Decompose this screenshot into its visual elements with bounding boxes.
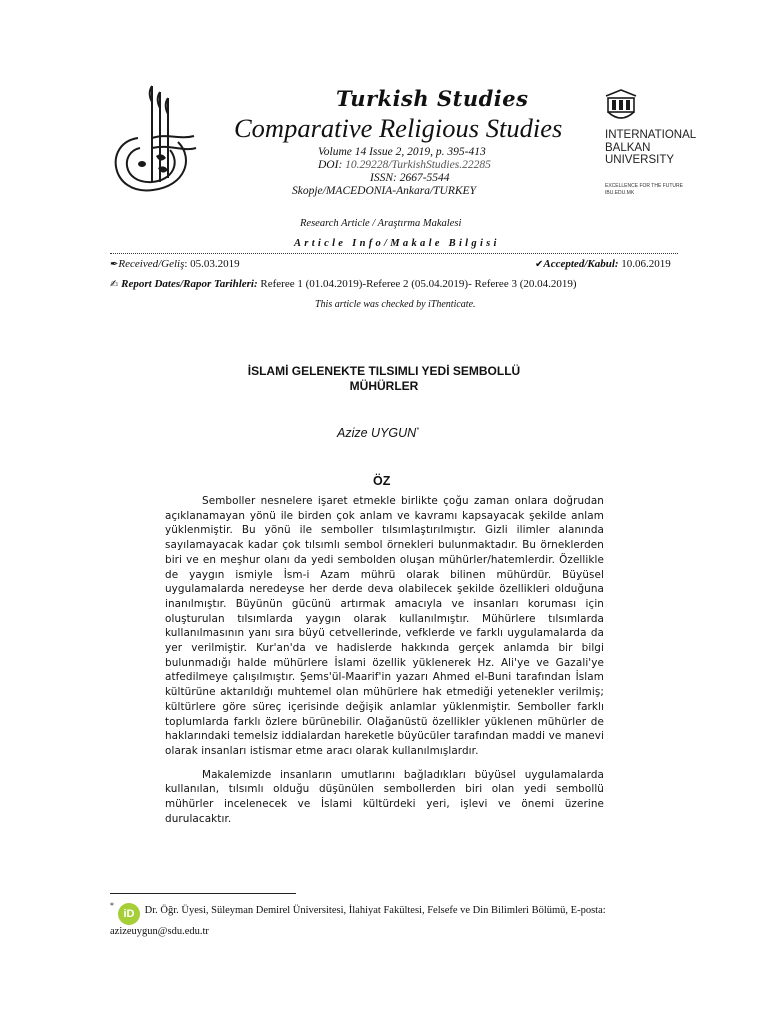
article-type: Research Article / Araştırma Makalesi (300, 218, 462, 229)
report-dates (110, 278, 577, 290)
abstract-heading: ÖZ (373, 474, 391, 488)
university-crest-icon (604, 88, 638, 124)
orcid-icon[interactable]: iD (118, 903, 140, 925)
author-footnote (110, 899, 670, 938)
plagiarism-check-note: This article was checked by iThenticate. (315, 299, 476, 310)
doi-label: DOI: (318, 159, 346, 171)
author-email[interactable]: azizeuygun@sdu.edu.tr (110, 926, 209, 937)
publisher-name (605, 129, 696, 167)
place-info: Skopje/MACEDONIA-Ankara/TURKEY (292, 185, 476, 197)
author-footnote-mark[interactable]: * (416, 426, 419, 434)
abstract-body (165, 494, 604, 826)
abstract-paragraph: Makalemizde insanların umutlarını bağladıkları büyüsel uygulamalarda kullanılan, tılsımlı olduğu düşünülen sembollerden biri olan yedi sembollü mühürler incelenecek ve İslami kültürdeki yeri, işlevi ve önemi üzerine durulacaktır. (165, 768, 604, 825)
author-text: Azize UYGUN (337, 426, 417, 440)
article-info-heading: Article Info/Makale Bilgisi (294, 238, 500, 249)
accepted-value: 10.06.2019 (618, 258, 671, 270)
abstract-paragraph: Semboller nesnelere işaret etmekle birlikte çoğu zaman onlara doğrudan açıklanamayan yönü ile birden çok anlam ve kavramı kapsayacak şekilde anlam yüklenmiştir. Bu yönü ile semboller tılsımlaştırılmıştır. Gizli ilimler alanında sayılamayacak kadar çok tılsımlı sembol örnekleri bulunmaktadır. Bu örneklerden biri ve en meşhur olanı da yedi sembolden oluşan mühürler/hatemlerdir. Özellikle de yaygın ismiyle İsm-i Azam mührü olarak bilinen mühürdür. Büyüsel uygulamalarda neredeyse her derde deva olabilecek şekilde özellikleri olduğuna inanılmıştır. Büyünün gücünü artırmak amacıyla ve insanları koruması için oluşturulan tılsımlarda yaygın olarak kullanılmıştır. Mühürlere tılsımlarda kullanılmasının yanı sıra büyü cetvellerinde, vefklerde ve farklı uygulamalarda da yer verilmiştir. Kur'an'da ve hadislerde hakkında gerçek anlamda bir bilgi bulunmadığı halde mühürlere İslami özellik yüklenerek Hz. Ali'ye ve Gazali'ye atfedilmeye çalışılmıştır. Şems'ül-Maarif'in yazarı Ahmed el-Buni tarafından İslam kültürüne aktarıldığı muhtemel olan mühürlere hak etmediği yetenekler verilmiş; kültürlere göre süreç içerisinde değişik anlamlar yüklenmiştir. Semboller farklı toplumlarda farklı özlere bürünebilir. Olağanüstü özellikler yüklenen mühürler de haklarındaki temelsiz iddialardan hareketle büyücüler tarafından maddi ve manevi olarak insanları istismar etme aracı olarak kullanılmışlardır. (165, 495, 604, 757)
check-icon: ✔ (535, 259, 544, 270)
doi-info (318, 159, 491, 171)
accepted-label: Accepted/Kabul: (543, 258, 619, 270)
received-value: : 05.03.2019 (184, 258, 240, 270)
journal-subtitle: Comparative Religious Studies (234, 113, 563, 143)
publisher-name-line: BALKAN (605, 141, 651, 154)
received-label: Received/Geliş (118, 258, 185, 270)
footnote-divider (110, 893, 296, 894)
received-date (110, 258, 240, 270)
reports-value: Referee 1 (01.04.2019)-Referee 2 (05.04.2019)- Referee 3 (20.04.2019) (257, 278, 577, 290)
pen-icon: ✒ (110, 259, 119, 270)
tughra-emblem-icon (108, 78, 200, 196)
doi-link[interactable]: 10.29228/TurkishStudies.22285 (345, 159, 491, 171)
author-name (337, 426, 419, 440)
dotted-divider (110, 253, 678, 254)
writing-hand-icon: ✍ (110, 279, 119, 290)
article-title (160, 364, 608, 394)
article-title-line: MÜHÜRLER (349, 379, 419, 393)
volume-info: Volume 14 Issue 2, 2019, p. 395-413 (318, 146, 486, 158)
article-title-line: İSLAMİ GELENEKTE TILSIMLI YEDİ SEMBOLLÜ (247, 364, 521, 378)
issn-info: ISSN: 2667-5544 (370, 172, 450, 184)
publisher-url[interactable]: IBU.EDU.MK (605, 190, 635, 196)
publisher-name-line: UNIVERSITY (605, 154, 675, 166)
publisher-name-line: INTERNATIONAL (605, 129, 697, 141)
publisher-tagline: EXCELLENCE FOR THE FUTURE (605, 183, 683, 189)
footnote-mark: * (110, 901, 114, 910)
publisher-logo (604, 88, 714, 203)
footnote-affiliation: Dr. Öğr. Üyesi, Süleyman Demirel Üniversitesi, İlahiyat Fakültesi, Felsefe ve Din Bilimleri Bölümü, E-posta: (142, 905, 606, 916)
journal-title: Turkish Studies (336, 86, 529, 111)
reports-label: Report Dates/Rapor Tarihleri: (121, 278, 258, 290)
accepted-date (535, 258, 671, 270)
